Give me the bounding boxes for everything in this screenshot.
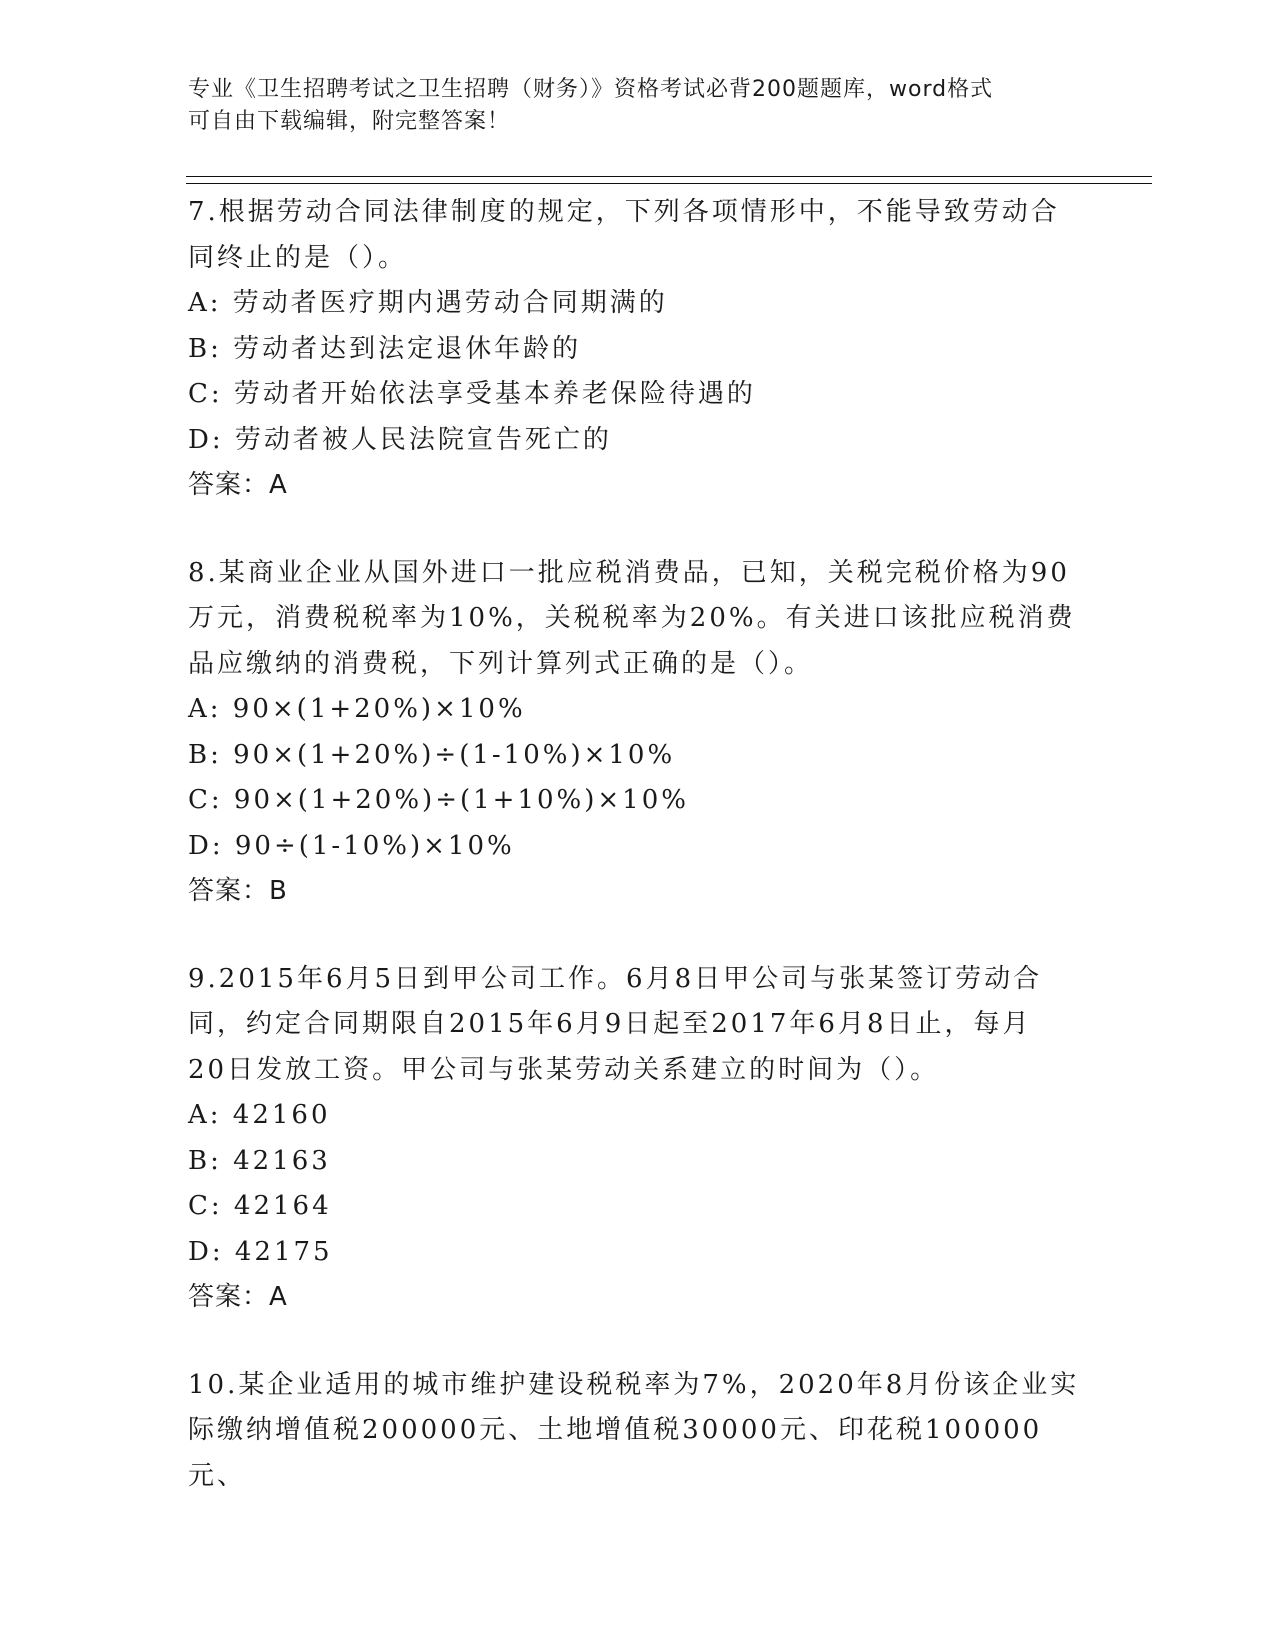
question-list bbox=[188, 190, 1088, 1499]
option-d: D: 劳动者被人民法院宣告死亡的 bbox=[188, 424, 612, 455]
option-c: C: 劳动者开始依法享受基本养老保险待遇的 bbox=[188, 379, 756, 409]
question-9 bbox=[188, 957, 1088, 1321]
question-stem-line: 7.根据劳动合同法律制度的规定，下列各项情形中，不能导致劳动合 bbox=[188, 197, 1060, 227]
header-rule-top bbox=[186, 176, 1152, 177]
option-a: A: 劳动者医疗期内遇劳动合同期满的 bbox=[188, 288, 668, 318]
option-d: D: 42175 bbox=[188, 1236, 333, 1267]
question-8 bbox=[188, 551, 1088, 915]
answer-line bbox=[188, 869, 1088, 915]
answer-value: A bbox=[269, 470, 288, 500]
question-stem-line: 20日发放工资。甲公司与张某劳动关系建立的时间为（）。 bbox=[188, 1054, 940, 1085]
question-stem-line: 10.某企业适用的城市维护建设税税率为7%，2020年8月份该企业实 bbox=[188, 1369, 1080, 1400]
option-d: D: 90÷(1-10%)×10% bbox=[188, 830, 515, 861]
option-c: C: 90×(1+20%)÷(1+10%)×10% bbox=[188, 785, 689, 815]
answer-line bbox=[188, 1275, 1088, 1321]
question-stem-line: 万元，消费税税率为10%，关税税率为20%。有关进口该批应税消费 bbox=[188, 603, 1076, 633]
option-b: B: 90×(1+20%)÷(1-10%)×10% bbox=[188, 739, 676, 770]
answer-value: A bbox=[269, 1282, 288, 1312]
option-c: C: 42164 bbox=[188, 1191, 332, 1221]
question-stem-line: 9.2015年6月5日到甲公司工作。6月8日甲公司与张某签订劳动合 bbox=[188, 963, 1043, 994]
question-10 bbox=[188, 1363, 1088, 1500]
option-b: B: 42163 bbox=[188, 1145, 331, 1176]
header-line-1: 专业《卫生招聘考试之卫生招聘（财务）》资格考试必背200题题库，word格式 bbox=[188, 77, 994, 102]
question-stem-line: 品应缴纳的消费税，下列计算列式正确的是（）。 bbox=[188, 648, 814, 679]
question-7 bbox=[188, 190, 1088, 509]
answer-label: 答案： bbox=[188, 876, 270, 906]
answer-label: 答案： bbox=[188, 470, 270, 500]
answer-value: B bbox=[269, 876, 288, 906]
question-stem-line: 同终止的是（）。 bbox=[188, 242, 408, 273]
option-a: A: 42160 bbox=[188, 1100, 331, 1130]
answer-label: 答案： bbox=[188, 1282, 270, 1312]
option-b: B: 劳动者达到法定退休年龄的 bbox=[188, 333, 582, 364]
header-line-2: 可自由下载编辑，附完整答案！ bbox=[188, 109, 511, 134]
answer-line bbox=[188, 463, 1088, 509]
question-stem-line: 同，约定合同期限自2015年6月9日起至2017年6月8日止，每月 bbox=[188, 1009, 1032, 1039]
option-a: A: 90×(1+20%)×10% bbox=[188, 694, 526, 724]
question-stem-line: 8.某商业企业从国外进口一批应税消费品，已知，关税完税价格为90 bbox=[188, 557, 1070, 588]
document-header bbox=[188, 74, 1068, 138]
header-rule-bottom bbox=[186, 183, 1152, 184]
question-stem-line: 际缴纳增值税200000元、土地增值税30000元、印花税100000元、 bbox=[188, 1415, 1043, 1491]
